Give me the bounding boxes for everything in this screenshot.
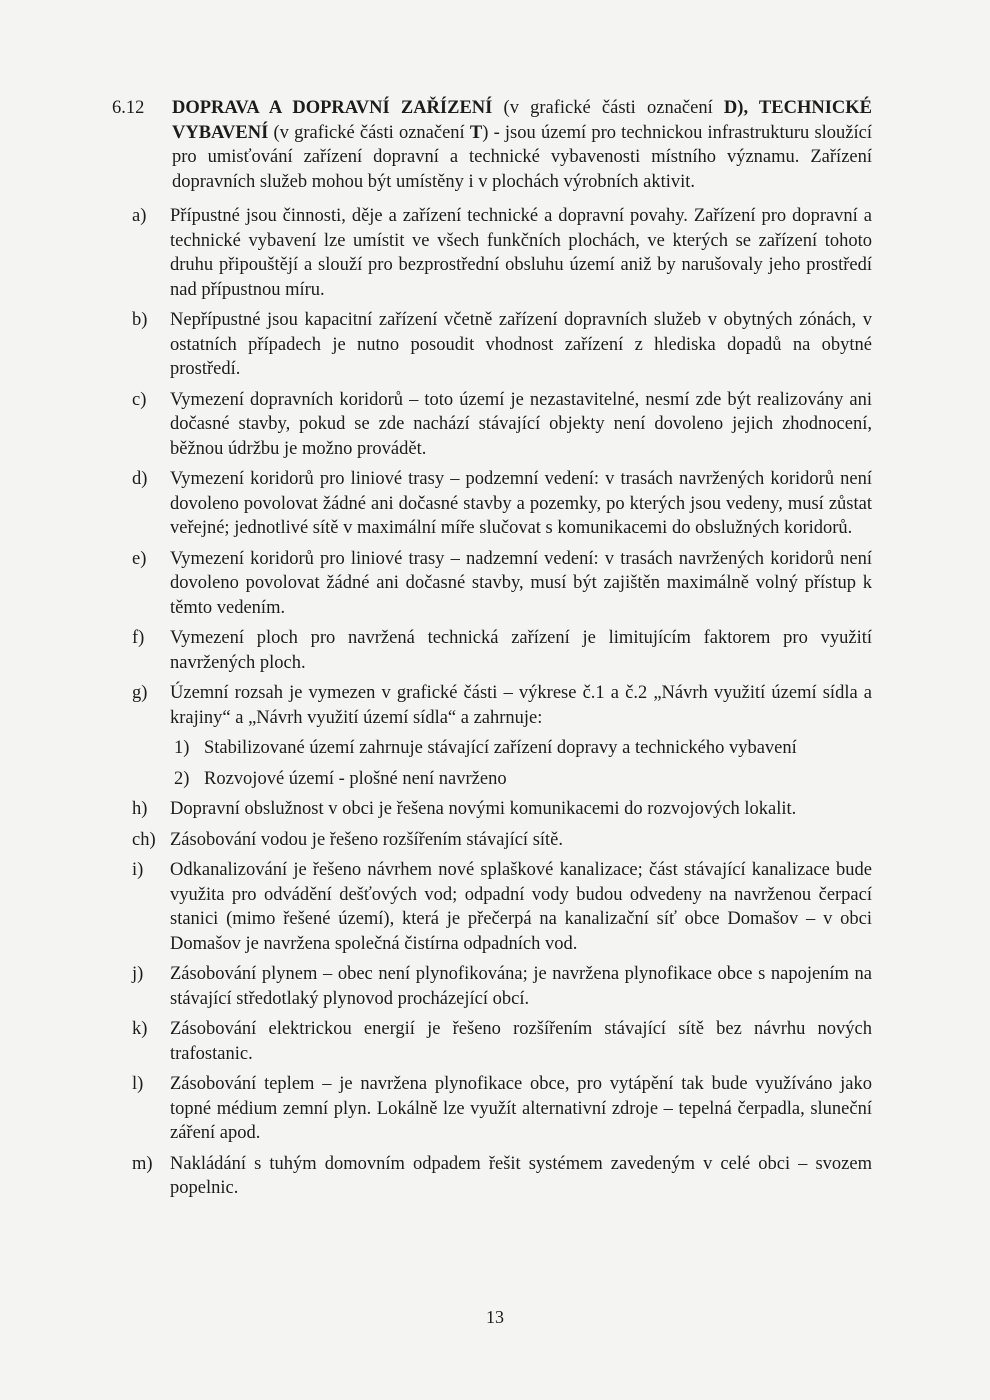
sub-item-text: Rozvojové území - plošné není navrženo: [204, 768, 507, 789]
sub-item-2: [170, 767, 872, 792]
section-number: 6.12: [112, 98, 145, 118]
section-heading-letter-2: T: [469, 122, 483, 143]
list-item-l: [112, 1072, 872, 1146]
list-item-h: [112, 797, 872, 822]
item-label: a): [132, 206, 147, 226]
section-heading-close-1: ),: [737, 98, 759, 118]
sub-item-label: 1): [174, 738, 190, 758]
list-item-d: [112, 467, 872, 541]
list-item-f: [112, 626, 872, 675]
list-item-m: [112, 1152, 872, 1201]
section-heading-letter-1: D: [723, 98, 738, 118]
list-item-ch: [112, 828, 872, 853]
list-item-b: [112, 308, 872, 382]
item-text: Vymezení dopravních koridorů – toto území je nezastavitelné, nesmí zde být realizovány ani dočasné stavby, pokud se zde nachází stávající objekty není dovoleno jejich zhodnocení, běžnou údržbu je možno provádět.: [170, 389, 872, 459]
item-label: b): [132, 310, 148, 330]
section-heading-paren-1: (v grafické části označení: [492, 98, 724, 118]
item-label: d): [132, 469, 148, 489]
section-heading-close-2: ) -: [482, 122, 505, 143]
item-text: Vymezení ploch pro navržená technická zařízení je limitujícím faktorem pro využití navržených ploch.: [170, 628, 872, 673]
item-text: Vymezení koridorů pro liniové trasy – podzemní vedení: v trasách navržených koridorů není dovoleno povolovat žádné ani dočasné stavby a pozemky, po kterých jsou vedeny, musí zůstat veřejné; jednotlivé sítě v maximální míře slučovat s komunikacemi do obslužných koridorů.: [170, 469, 872, 538]
item-list: [112, 204, 872, 1201]
item-label: e): [132, 548, 147, 569]
item-text: Vymezení koridorů pro liniové trasy – nadzemní vedení: v trasách navržených koridorů není dovoleno povolovat žádné ani dočasné stavby, musí být zajištěn maximálně volný přístup k těmto vedením.: [170, 548, 872, 618]
sub-item-list: [170, 736, 872, 791]
item-label: m): [132, 1153, 153, 1174]
item-text: Zásobování plynem – obec není plynofikována; je navržena plynofikace obce s napojením na stávající středotlaký plynovod procházející obcí.: [170, 964, 872, 1009]
section-heading-2: TECHNICKÉ VYBAVENÍ: [172, 98, 872, 143]
list-item-c: [112, 388, 872, 462]
item-label: c): [132, 389, 147, 410]
item-label: g): [132, 683, 148, 703]
item-text: Dopravní obslužnost v obci je řešena novými komunikacemi do rozvojových lokalit.: [170, 799, 797, 819]
item-label: h): [132, 799, 148, 819]
item-text: Přípustné jsou činnosti, děje a zařízení technické a dopravní povahy. Zařízení pro dopravní a technické vybavení lze umístit ve všech funkčních plochách, ve kterých se zařízení tohoto druhu připouštějí a slouží pro bezprostřední obsluhu území aniž by narušovaly jeho prostředí nad přípustnou míru.: [170, 206, 872, 300]
page-content: [112, 96, 872, 1201]
list-item-a: [112, 204, 872, 302]
list-item-g: [112, 681, 872, 730]
section-heading-1: DOPRAVA A DOPRAVNÍ ZAŘÍZENÍ: [172, 98, 493, 118]
sub-item-text: Stabilizované území zahrnuje stávající zařízení dopravy a technického vybavení: [204, 738, 797, 758]
item-label: f): [132, 628, 145, 648]
section-6-12: [112, 96, 872, 194]
item-text: Územní rozsah je vymezen v grafické části – výkrese č.1 a č.2 „Návrh využití území sídla a krajiny“ a „Návrh využití území sídla“ a zahrnuje:: [170, 683, 872, 728]
item-label: k): [132, 1019, 148, 1039]
section-body: [172, 96, 872, 194]
list-item-j: [112, 962, 872, 1011]
sub-item-label: 2): [174, 768, 190, 789]
item-text: Nakládání s tuhým domovním odpadem řešit systémem zavedeným v celé obci – svozem popelnic.: [170, 1153, 872, 1198]
item-text: Zásobování elektrickou energií je řešeno rozšířením stávající sítě bez návrhu nových trafostanic.: [170, 1019, 872, 1064]
item-text: Odkanalizování je řešeno návrhem nové splaškové kanalizace; část stávající kanalizace bude využita pro odvádění dešťových vod; odpadní vody budou odvedeny na navrženou čerpací stanici (mimo řešené území), která je přečerpá na kanalizační síť obce Domašov – v obci Domašov je navržena společná čistírna odpadních vod.: [170, 860, 872, 954]
list-item-e: [112, 547, 872, 621]
sub-item-1: [170, 736, 872, 761]
item-label: l): [132, 1074, 144, 1094]
page-number: 13: [486, 1307, 504, 1327]
list-item-i: [112, 858, 872, 956]
section-heading-paren-2: (v grafické části označení: [268, 122, 470, 143]
list-item-k: [112, 1017, 872, 1066]
item-label: j): [132, 964, 144, 984]
item-label: ch): [132, 829, 156, 850]
item-text: Nepřípustné jsou kapacitní zařízení včetně zařízení dopravních služeb v obytných zónách, v ostatních případech je nutno posoudit vhodnost zařízení z hlediska dopadů na obytné prostředí.: [170, 310, 872, 379]
section-intro: jsou území pro technickou infrastrukturu sloužící pro umisťování zařízení dopravní a technické vybavenosti místního významu. Zařízení dopravních služeb mohou být umístěny i v plochách výrobních aktivit.: [172, 122, 872, 192]
item-text: Zásobování teplem – je navržena plynofikace obce, pro vytápění tak bude využíváno jako topné médium zemní plyn. Lokálně lze využít alternativní zdroje – tepelná čerpadla, sluneční záření apod.: [170, 1074, 872, 1143]
item-text: Zásobování vodou je řešeno rozšířením stávající sítě.: [170, 829, 564, 850]
item-label: i): [132, 860, 144, 880]
